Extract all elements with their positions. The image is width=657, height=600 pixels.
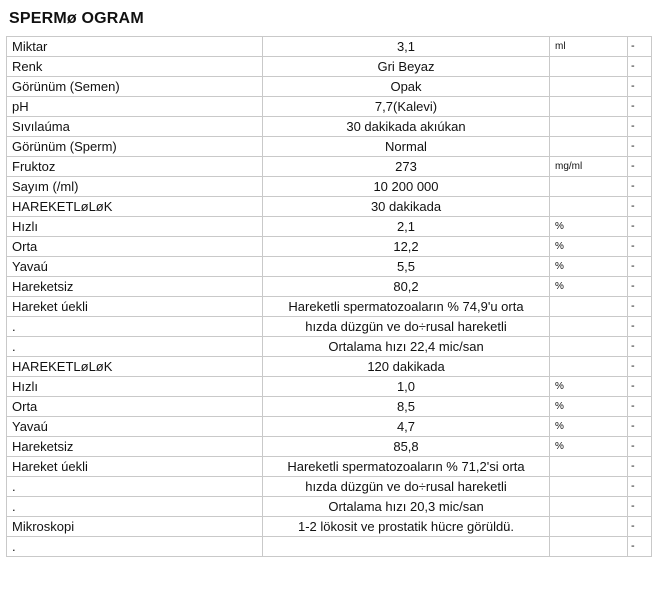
row-unit: % — [550, 237, 628, 257]
row-unit — [550, 517, 628, 537]
row-unit: % — [550, 377, 628, 397]
table-row — [7, 297, 652, 317]
row-mark: - — [628, 337, 652, 357]
table-row — [7, 477, 652, 497]
row-value: 12,2 — [263, 237, 550, 257]
row-mark: - — [628, 417, 652, 437]
row-label: pH — [7, 97, 263, 117]
table-body — [7, 37, 652, 557]
table-row — [7, 517, 652, 537]
row-value: hızda düzgün ve do÷rusal hareketli — [263, 317, 550, 337]
row-label: Hareketsiz — [7, 437, 263, 457]
row-value: 85,8 — [263, 437, 550, 457]
table-row — [7, 197, 652, 217]
row-mark: - — [628, 377, 652, 397]
row-value: 273 — [263, 157, 550, 177]
row-unit: % — [550, 217, 628, 237]
row-value: 1,0 — [263, 377, 550, 397]
table-row — [7, 457, 652, 477]
row-mark: - — [628, 497, 652, 517]
table-row — [7, 397, 652, 417]
row-value: 5,5 — [263, 257, 550, 277]
row-mark: - — [628, 517, 652, 537]
row-label: Sıvılaúma — [7, 117, 263, 137]
row-mark: - — [628, 357, 652, 377]
row-label: Miktar — [7, 37, 263, 57]
row-label: Renk — [7, 57, 263, 77]
row-value: 10 200 000 — [263, 177, 550, 197]
row-mark: - — [628, 57, 652, 77]
row-mark: - — [628, 37, 652, 57]
row-label: . — [7, 497, 263, 517]
row-unit: ml — [550, 37, 628, 57]
row-unit — [550, 497, 628, 517]
row-value: 8,5 — [263, 397, 550, 417]
row-value: Ortalama hızı 22,4 mic/san — [263, 337, 550, 357]
row-unit — [550, 77, 628, 97]
row-label: Görünüm (Sperm) — [7, 137, 263, 157]
row-label: Hareketsiz — [7, 277, 263, 297]
row-unit: % — [550, 397, 628, 417]
table-row — [7, 117, 652, 137]
row-unit — [550, 537, 628, 557]
row-value: Opak — [263, 77, 550, 97]
row-value: Ortalama hızı 20,3 mic/san — [263, 497, 550, 517]
row-mark: - — [628, 317, 652, 337]
row-unit — [550, 457, 628, 477]
row-mark: - — [628, 97, 652, 117]
table-row — [7, 77, 652, 97]
row-label: Hızlı — [7, 217, 263, 237]
row-mark: - — [628, 237, 652, 257]
row-unit — [550, 357, 628, 377]
row-unit: % — [550, 277, 628, 297]
row-unit — [550, 297, 628, 317]
table-row — [7, 177, 652, 197]
row-unit — [550, 317, 628, 337]
row-label: Yavaú — [7, 257, 263, 277]
row-label: Hızlı — [7, 377, 263, 397]
table-row — [7, 257, 652, 277]
row-value: Normal — [263, 137, 550, 157]
row-mark: - — [628, 217, 652, 237]
row-label: Fruktoz — [7, 157, 263, 177]
table-row — [7, 497, 652, 517]
row-label: . — [7, 317, 263, 337]
row-mark: - — [628, 177, 652, 197]
row-unit — [550, 337, 628, 357]
row-unit: % — [550, 257, 628, 277]
row-value: 120 dakikada — [263, 357, 550, 377]
table-row — [7, 277, 652, 297]
row-value: 30 dakikada — [263, 197, 550, 217]
row-label: . — [7, 537, 263, 557]
table-row — [7, 237, 652, 257]
row-label: . — [7, 477, 263, 497]
row-mark: - — [628, 297, 652, 317]
table-row — [7, 157, 652, 177]
table-row — [7, 357, 652, 377]
row-label: HAREKETLøLøK — [7, 357, 263, 377]
table-row — [7, 97, 652, 117]
row-label: HAREKETLøLøK — [7, 197, 263, 217]
table-row — [7, 317, 652, 337]
table-row — [7, 37, 652, 57]
row-mark: - — [628, 477, 652, 497]
row-label: Sayım (/ml) — [7, 177, 263, 197]
row-label: Mikroskopi — [7, 517, 263, 537]
row-unit — [550, 137, 628, 157]
row-label: Görünüm (Semen) — [7, 77, 263, 97]
row-label: Orta — [7, 237, 263, 257]
row-mark: - — [628, 77, 652, 97]
row-value — [263, 537, 550, 557]
row-mark: - — [628, 397, 652, 417]
row-value: hızda düzgün ve do÷rusal hareketli — [263, 477, 550, 497]
row-mark: - — [628, 257, 652, 277]
row-value: 2,1 — [263, 217, 550, 237]
row-label: . — [7, 337, 263, 357]
row-mark: - — [628, 277, 652, 297]
row-unit — [550, 197, 628, 217]
table-row — [7, 437, 652, 457]
row-value: 3,1 — [263, 37, 550, 57]
row-unit — [550, 177, 628, 197]
row-mark: - — [628, 537, 652, 557]
row-unit — [550, 57, 628, 77]
row-value: 1-2 lökosit ve prostatik hücre görüldü. — [263, 517, 550, 537]
spermogram-table — [6, 36, 652, 557]
row-value: 80,2 — [263, 277, 550, 297]
row-label: Hareket úekli — [7, 297, 263, 317]
row-unit — [550, 117, 628, 137]
row-label: Hareket úekli — [7, 457, 263, 477]
row-mark: - — [628, 197, 652, 217]
row-unit: % — [550, 417, 628, 437]
row-value: 30 dakikada akıúkan — [263, 117, 550, 137]
table-row — [7, 217, 652, 237]
row-unit: % — [550, 437, 628, 457]
table-row — [7, 137, 652, 157]
table-row — [7, 537, 652, 557]
row-mark: - — [628, 437, 652, 457]
row-value: 4,7 — [263, 417, 550, 437]
row-mark: - — [628, 137, 652, 157]
report-title: SPERMø OGRAM — [9, 10, 144, 27]
row-mark: - — [628, 117, 652, 137]
row-label: Orta — [7, 397, 263, 417]
row-unit — [550, 477, 628, 497]
row-value: 7,7(Kalevi) — [263, 97, 550, 117]
table-row — [7, 337, 652, 357]
row-value: Hareketli spermatozoaların % 71,2'si orta — [263, 457, 550, 477]
row-value: Gri Beyaz — [263, 57, 550, 77]
row-label: Yavaú — [7, 417, 263, 437]
row-unit: mg/ml — [550, 157, 628, 177]
row-unit — [550, 97, 628, 117]
row-mark: - — [628, 457, 652, 477]
table-row — [7, 417, 652, 437]
table-row — [7, 377, 652, 397]
table-row — [7, 57, 652, 77]
row-value: Hareketli spermatozoaların % 74,9'u orta — [263, 297, 550, 317]
row-mark: - — [628, 157, 652, 177]
